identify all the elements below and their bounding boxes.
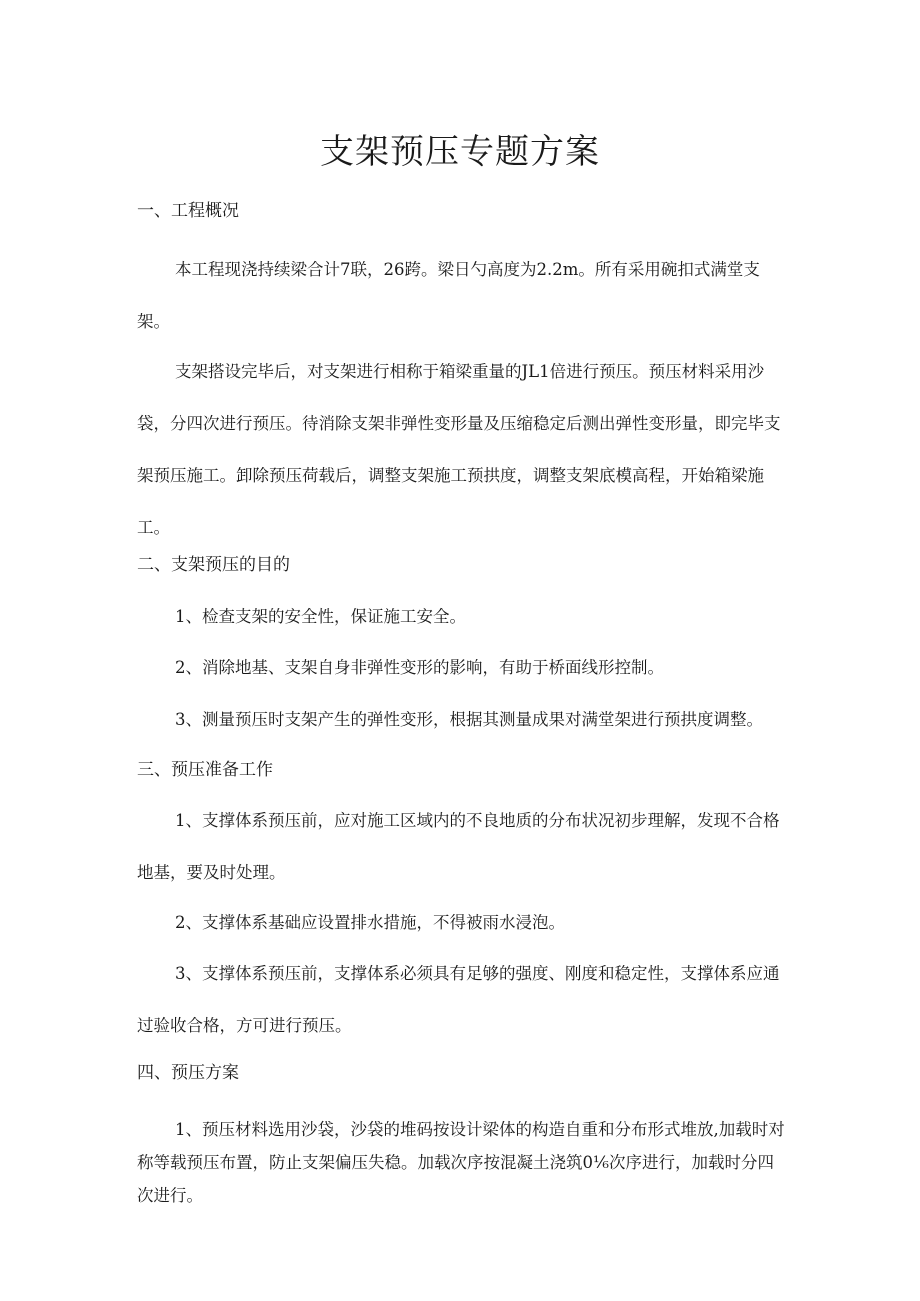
paragraph-overview-2: 支架搭设完毕后，对支架进行相称于箱梁重量的JL1倍进行预压。预压材料采用沙袋，分四次进行预压。待消除支架非弹性变形量及压缩稳定后测出弹性变形量，即完毕支架预压施工。卸除预压荷载后，调整支架施工预拱度，调整支架底模高程，开始箱梁施工。 (137, 362, 781, 537)
section-heading-purpose: 二、支架预压的目的 (137, 555, 290, 575)
section-heading-plan: 四、预压方案 (137, 1063, 239, 1083)
section-heading-overview: 一、工程概况 (137, 201, 239, 221)
purpose-item-1: 1、检查支架的安全性，保证施工安全。 (175, 607, 466, 626)
paragraph-preparation-2: 2、支撑体系基础应设置排水措施，不得被雨水浸泡。 (175, 913, 565, 932)
purpose-item-3: 3、测量预压时支架产生的弹性变形，根据其测量成果对满堂架进行预拱度调整。 (175, 710, 763, 729)
section-heading-preparation: 三、预压准备工作 (137, 760, 273, 780)
paragraph-overview-1: 本工程现浇持续梁合计7联，26跨。梁日勺高度为2.2m。所有采用碗扣式满堂支架。 (137, 260, 760, 331)
document-title: 支架预压专题方案 (320, 132, 600, 172)
paragraph-preparation-3: 3、支撑体系预压前，支撑体系必须具有足够的强度、刚度和稳定性，支撑体系应通过验收合格，方可进行预压。 (137, 964, 780, 1035)
purpose-item-2: 2、消除地基、支架自身非弹性变形的影响，有助于桥面线形控制。 (175, 658, 664, 677)
paragraph-preparation-1: 1、支撑体系预压前，应对施工区域内的不良地质的分布状况初步理解，发现不合格地基，要及时处理。 (137, 811, 780, 882)
paragraph-plan-1: 1、预压材料选用沙袋，沙袋的堆码按设计梁体的构造自重和分布形式堆放,加载时对称等载预压布置，防止支架偏压失稳。加载次序按混凝土浇筑0⅙次序进行，加载时分四次进行。 (137, 1120, 785, 1205)
